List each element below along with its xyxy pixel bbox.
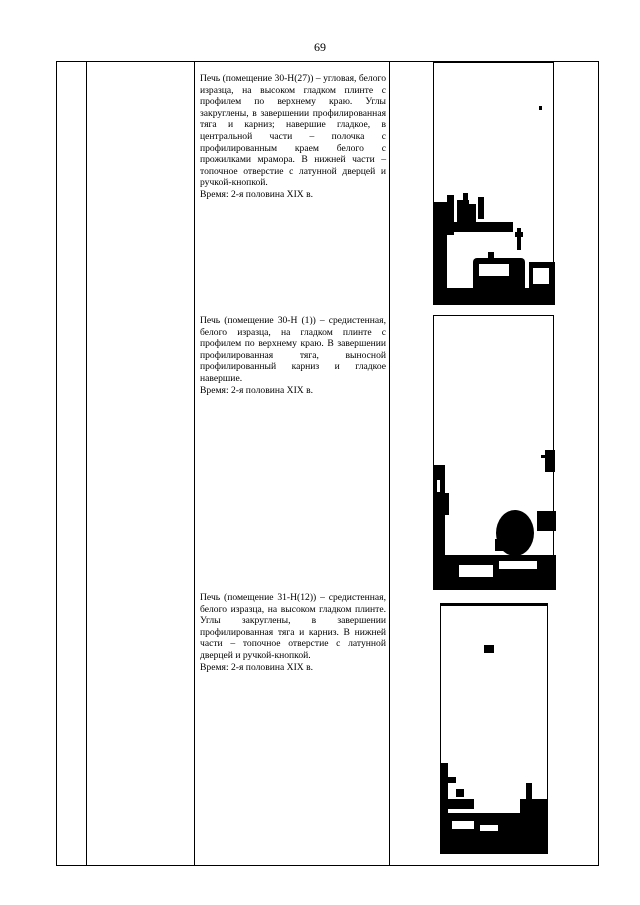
stove-photo-icon bbox=[433, 315, 556, 590]
description-text: Печь (помещение 30-Н (1)) – средистенная, белого изразца, на гладком плинте с профилем по верхнему краю. В завершении профилированная тяга, выносной профилированный карниз и гладкое навершие. bbox=[200, 315, 386, 384]
date-text: Время: 2-я половина XIX в. bbox=[200, 661, 314, 673]
description-text: Печь (помещение 31-Н(12)) – средистенная, белого изразца, на высоком гладком плинте. Углы закруглены, в завершении профилированная тяга и карниз. В нижней части – топочное отверстие с латунной дверцей и ручкой-кнопкой. bbox=[200, 592, 386, 661]
stove-description-2 bbox=[200, 315, 386, 396]
stove-photo-1 bbox=[433, 62, 555, 305]
date-text: Время: 2-я половина XIX в. bbox=[200, 188, 314, 200]
date-text: Время: 2-я половина XIX в. bbox=[200, 384, 314, 396]
stove-photo-2 bbox=[433, 315, 556, 590]
stove-description-1 bbox=[200, 73, 386, 201]
stove-photo-icon bbox=[440, 603, 548, 854]
stove-description-3 bbox=[200, 592, 386, 673]
column-divider bbox=[389, 62, 390, 865]
column-divider bbox=[86, 62, 87, 865]
description-text: Печь (помещение 30-Н(27)) – угловая, белого изразца, на высоком гладком плинте с профилем по верхнему краю. Углы закруглены, в завершении профилированная тяга и карниз; навершие гладкое, в центральной части – полочка с профилированным краем белого с прожилками мрамора. В нижней части – топочное отверстие с латунной дверцей и ручкой-кнопкой. bbox=[200, 73, 386, 189]
stove-photo-3 bbox=[440, 603, 548, 854]
monument-table bbox=[56, 61, 599, 866]
stove-photo-icon bbox=[433, 62, 555, 305]
column-divider bbox=[194, 62, 195, 865]
page-number: 69 bbox=[314, 40, 326, 54]
